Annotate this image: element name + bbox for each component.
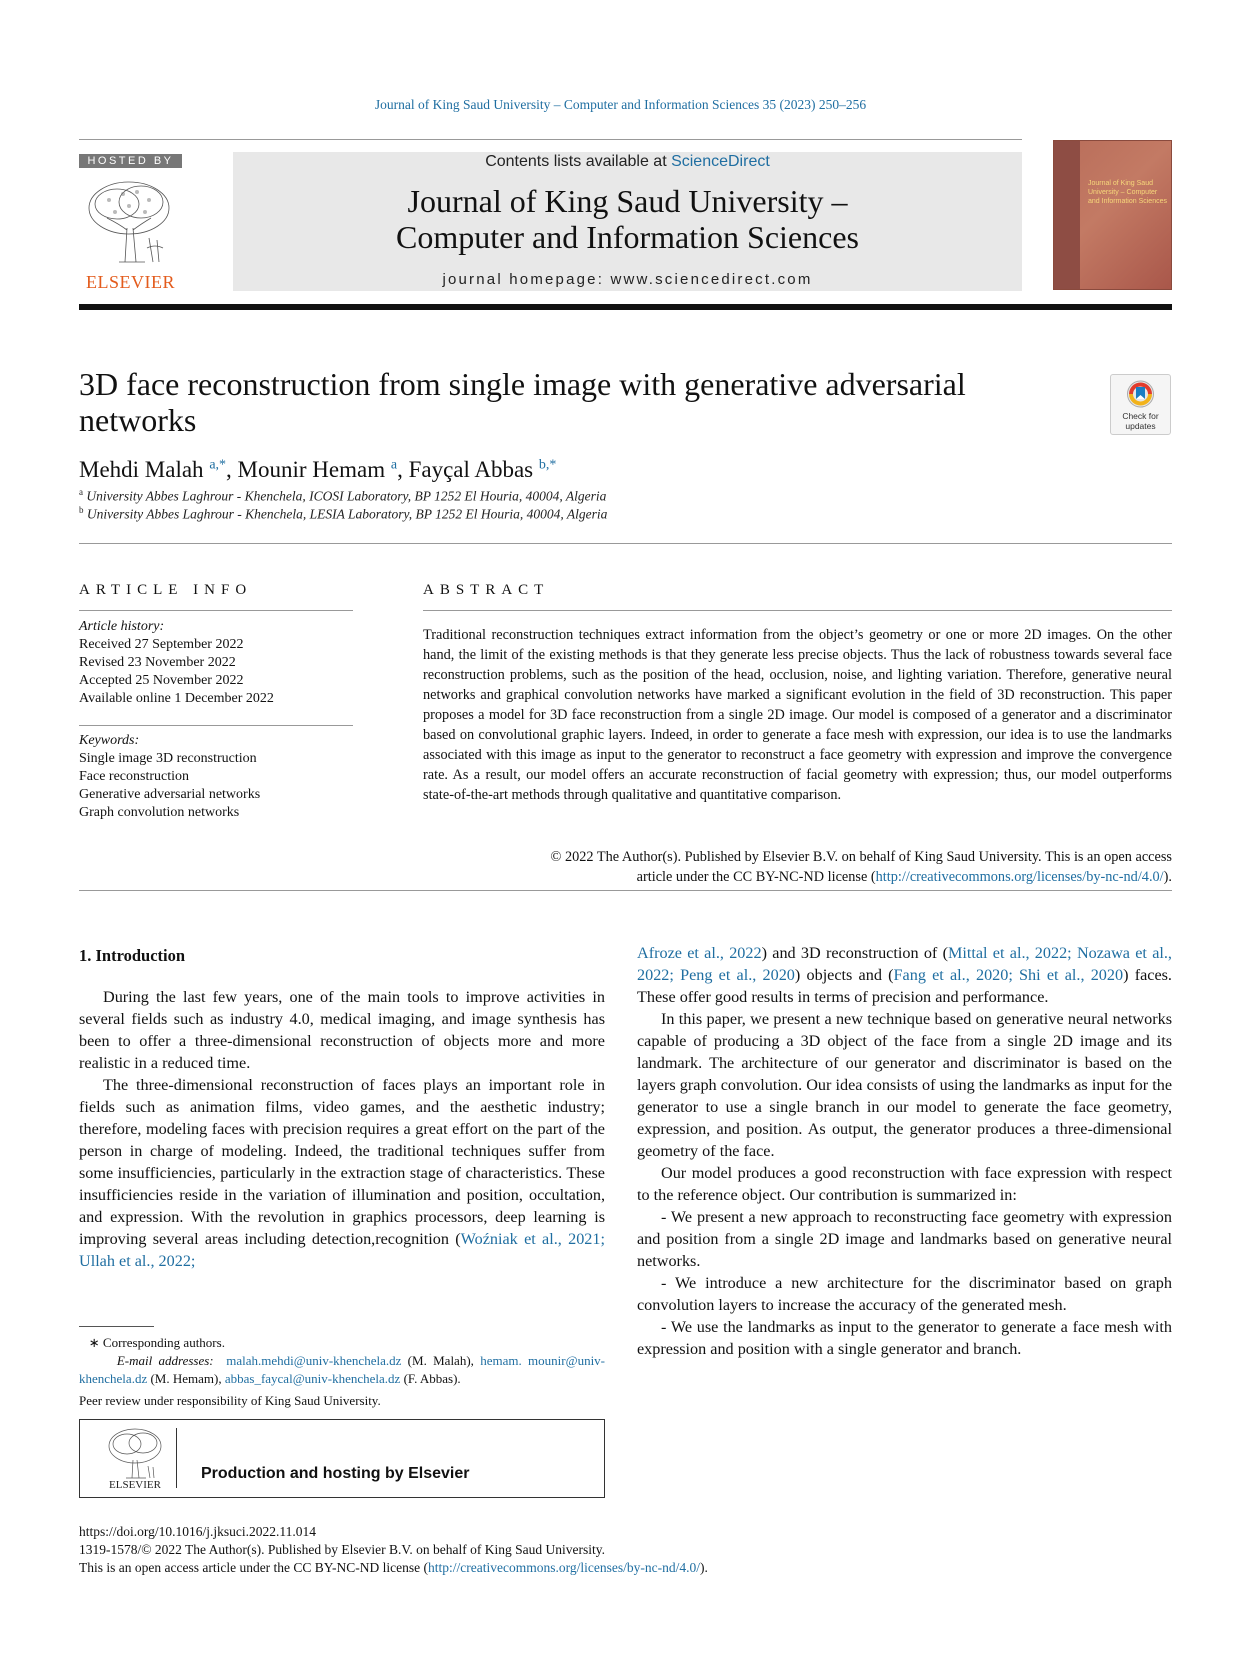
issn-line: 1319-1578/© 2022 The Author(s). Published by Elsevier B.V. on behalf of King Saud University. [79,1542,605,1557]
elsevier-tree-logo-small [102,1426,168,1486]
author-name[interactable]: Mounir Hemam [237,457,386,482]
abstract-text: Traditional reconstruction techniques extract information from the object’s geometry or one or more 2D images. On the other hand, the limit of the existing methods is that they generate less precise objects. Thus the lack of robustness towards several face reconstruction problems, such as the position of the head, occlusion, noise, and lighting variation. Therefore, generative neural networks and graphical convolution networks have marked a significant evolution in the field of 3D reconstruction. This paper proposes a model for 3D face reconstruction from a single 2D image. Our model is composed of a generator and a discriminator based on convolutional graphic layers. Indeed, in order to generate a face mesh with expression, our idea is to use the landmarks associated with this image as input to the generator to reconstruct a face geometry with expression and improve the convergence rate. As a result, our model offers an accurate reconstruction of facial geometry with expression; thus, our model outperforms state-of-the-art methods through qualitative and quantitative comparison. [423,627,1172,803]
section-divider [79,890,1172,891]
intro-paragraph: In this paper, we present a new technique based on generative neural networks capable of producing a 3D object of the face from a single 2D image and its landmark. The architecture of our generator and discriminator is based on the layers graph convolution. Our idea consists of using the landmarks as input for the generator to use a single branch in our model to generate the face geometry, expression, and position. As output, the generator produces a three-dimensional geometry of the face. [637,1010,1172,1160]
peer-review-note: Peer review under responsibility of King Saud University. [79,1393,381,1408]
intro-right-column [637,942,1172,1360]
license-link[interactable]: http://creativecommons.org/licenses/by-nc-nd/4.0/ [428,1560,700,1575]
author-list: Mehdi Malah $^{a,*}$, Mounir Hemam $^a$, Fayçal Abbas $^{b,*}$ [79,457,557,482]
affiliation: $^a$ University Abbes Laghrour - Khenchela, ICOSI Laboratory, BP 1252 El Houria, 40004, Algeria [79,487,607,504]
keyword: Face reconstruction [79,769,190,784]
email-link[interactable]: hemam. mounir@univ-khenchela.dz [79,1353,606,1386]
keyword: Graph convolution networks [79,805,240,820]
check-for-updates-button[interactable]: Check for updates [1110,374,1171,435]
elsevier-wordmark-small: ELSEVIER [109,1479,161,1491]
header-top-rule [79,139,1022,140]
cover-title: Journal of King Saud University – Computer and Information Sciences [1088,180,1167,205]
affiliation: $^b$ University Abbes Laghrour - Khenchela, LESIA Laboratory, BP 1252 El Houria, 40004, Algeria [79,505,608,522]
license-line: This is an open access article under the CC BY-NC-ND license (http://creativecommons.org/licenses/by-nc-nd/4.0/). [79,1560,708,1575]
intro-paragraph: Afroze et al., 2022) and 3D reconstruction of (Mittal et al., 2022; Nozawa et al., 2022; Peng et al., 2020) objects and (Fang et al., 2020; Shi et al., 2020) faces. These offer good results in terms of precision and performance. [637,944,1172,1006]
email-footnote: E-mail addresses: malah.mehdi@univ-khenchela.dz (M. Malah), hemam. mounir@univ-khenchela.dz (M. Hemam), abbas_faycal@univ-khenchela.dz (F. Abbas). [79,1353,606,1386]
author-name[interactable]: Fayçal Abbas [408,457,534,482]
author-name[interactable]: Mehdi Malah [79,457,204,482]
doi-link[interactable]: https://doi.org/10.1016/j.jksuci.2022.11.014 [79,1524,317,1539]
journal-cover-thumbnail[interactable] [1053,140,1172,290]
journal-homepage[interactable]: journal homepage: www.sciencedirect.com [442,271,813,288]
citation-link[interactable]: Fang et al., 2020; Shi et al., 2020 [893,966,1124,984]
intro-paragraph: Our model produces a good reconstruction with face expression with respect to the reference object. Our contribution is summarized in: [637,1164,1172,1204]
check-updates-icon [1111,375,1170,411]
intro-paragraph: The three-dimensional reconstruction of faces plays an important role in fields such as animation films, video games, and the aesthetic industry; therefore, modeling faces with precision requires a great effort on the part of the person in charge of modeling. Indeed, the traditional techniques suffer from some insufficiencies, particularly in the extraction stage of characteristics. These insufficiencies reside in the variation of illumination and position, occultation, and expression. With the revolution in graphics processors, deep learning is improving several areas including detection,recognition (Woźniak et al., 2021; Ullah et al., 2022; [79,1076,605,1270]
corresponding-footnote: ∗ Corresponding authors. [79,1335,225,1350]
elsevier-tree-logo [79,178,182,270]
article-title: 3D face reconstruction from single image with generative adversarial networks [79,366,966,438]
section-divider [79,543,1172,544]
abstract-heading: ABSTRACT [423,582,550,598]
citation-link[interactable]: Mittal et al., 2022; Nozawa et al., 2022; Peng et al., 2020 [637,944,1172,984]
sciencedirect-link[interactable]: ScienceDirect [671,153,770,170]
header-thick-rule [79,304,1172,310]
hosted-by-label: HOSTED BY [79,154,182,168]
journal-citation[interactable]: Journal of King Saud University – Computer and Information Sciences 35 (2023) 250–256 [374,97,867,112]
contribution-item: - We present a new approach to reconstructing face geometry with expression and position from a single 2D image and landmarks based on generative neural networks. [637,1208,1172,1270]
keyword: Single image 3D reconstruction [79,751,257,766]
intro-left-column [79,986,605,1272]
article-info-heading: ARTICLE INFO [79,582,253,598]
email-link[interactable]: malah.mehdi@univ-khenchela.dz [226,1353,402,1368]
info-rule [79,610,353,611]
abstract-copyright: © 2022 The Author(s). Published by Elsevier B.V. on behalf of King Saud University. This is an open access article under the CC BY-NC-ND license (http://creativecommons.org/licenses/by-nc-nd/4.0/). [550,849,1172,885]
keyword: Generative adversarial networks [79,787,261,802]
citation-link[interactable]: Afroze et al., 2022 [637,944,762,962]
journal-name: Journal of King Saud University – Computer and Information Sciences [396,183,859,255]
production-divider [176,1428,177,1488]
keywords: Keywords: Single image 3D reconstruction Face reconstruction Generative adversarial networks Graph convolution networks [79,732,353,822]
introduction-heading: 1. Introduction [79,946,186,965]
email-link[interactable]: abbas_faycal@univ-khenchela.dz [224,1371,401,1386]
citation-link[interactable]: Woźniak et al., 2021; Ullah et al., 2022; [79,1230,605,1270]
contribution-item: - We use the landmarks as input to the generator to generate a face mesh with expression and position with a single generator and branch. [637,1318,1172,1358]
production-hosting-text: Production and hosting by Elsevier [201,1465,470,1482]
license-link[interactable]: http://creativecommons.org/licenses/by-nc-nd/4.0/ [875,869,1164,885]
production-hosting-box [79,1419,605,1498]
contents-line: Contents lists available at ScienceDirect [485,153,770,170]
contribution-item: - We introduce a new architecture for the discriminator based on graph convolution layers to increase the accuracy of the generated mesh. [637,1274,1172,1314]
abstract-rule [423,610,1172,611]
info-rule [79,725,353,726]
footnote-rule [79,1326,154,1327]
article-history: Article history: Received 27 September 2022 Revised 23 November 2022 Accepted 25 November 2022 Available online 1 December 2022 [79,619,274,706]
elsevier-wordmark: ELSEVIER [86,272,175,292]
intro-paragraph: During the last few years, one of the main tools to improve activities in several fields such as industry 4.0, medical imaging, and image synthesis has been to offer a three-dimensional reconstruction of objects more and more realistic in a reduced time. [79,988,605,1072]
